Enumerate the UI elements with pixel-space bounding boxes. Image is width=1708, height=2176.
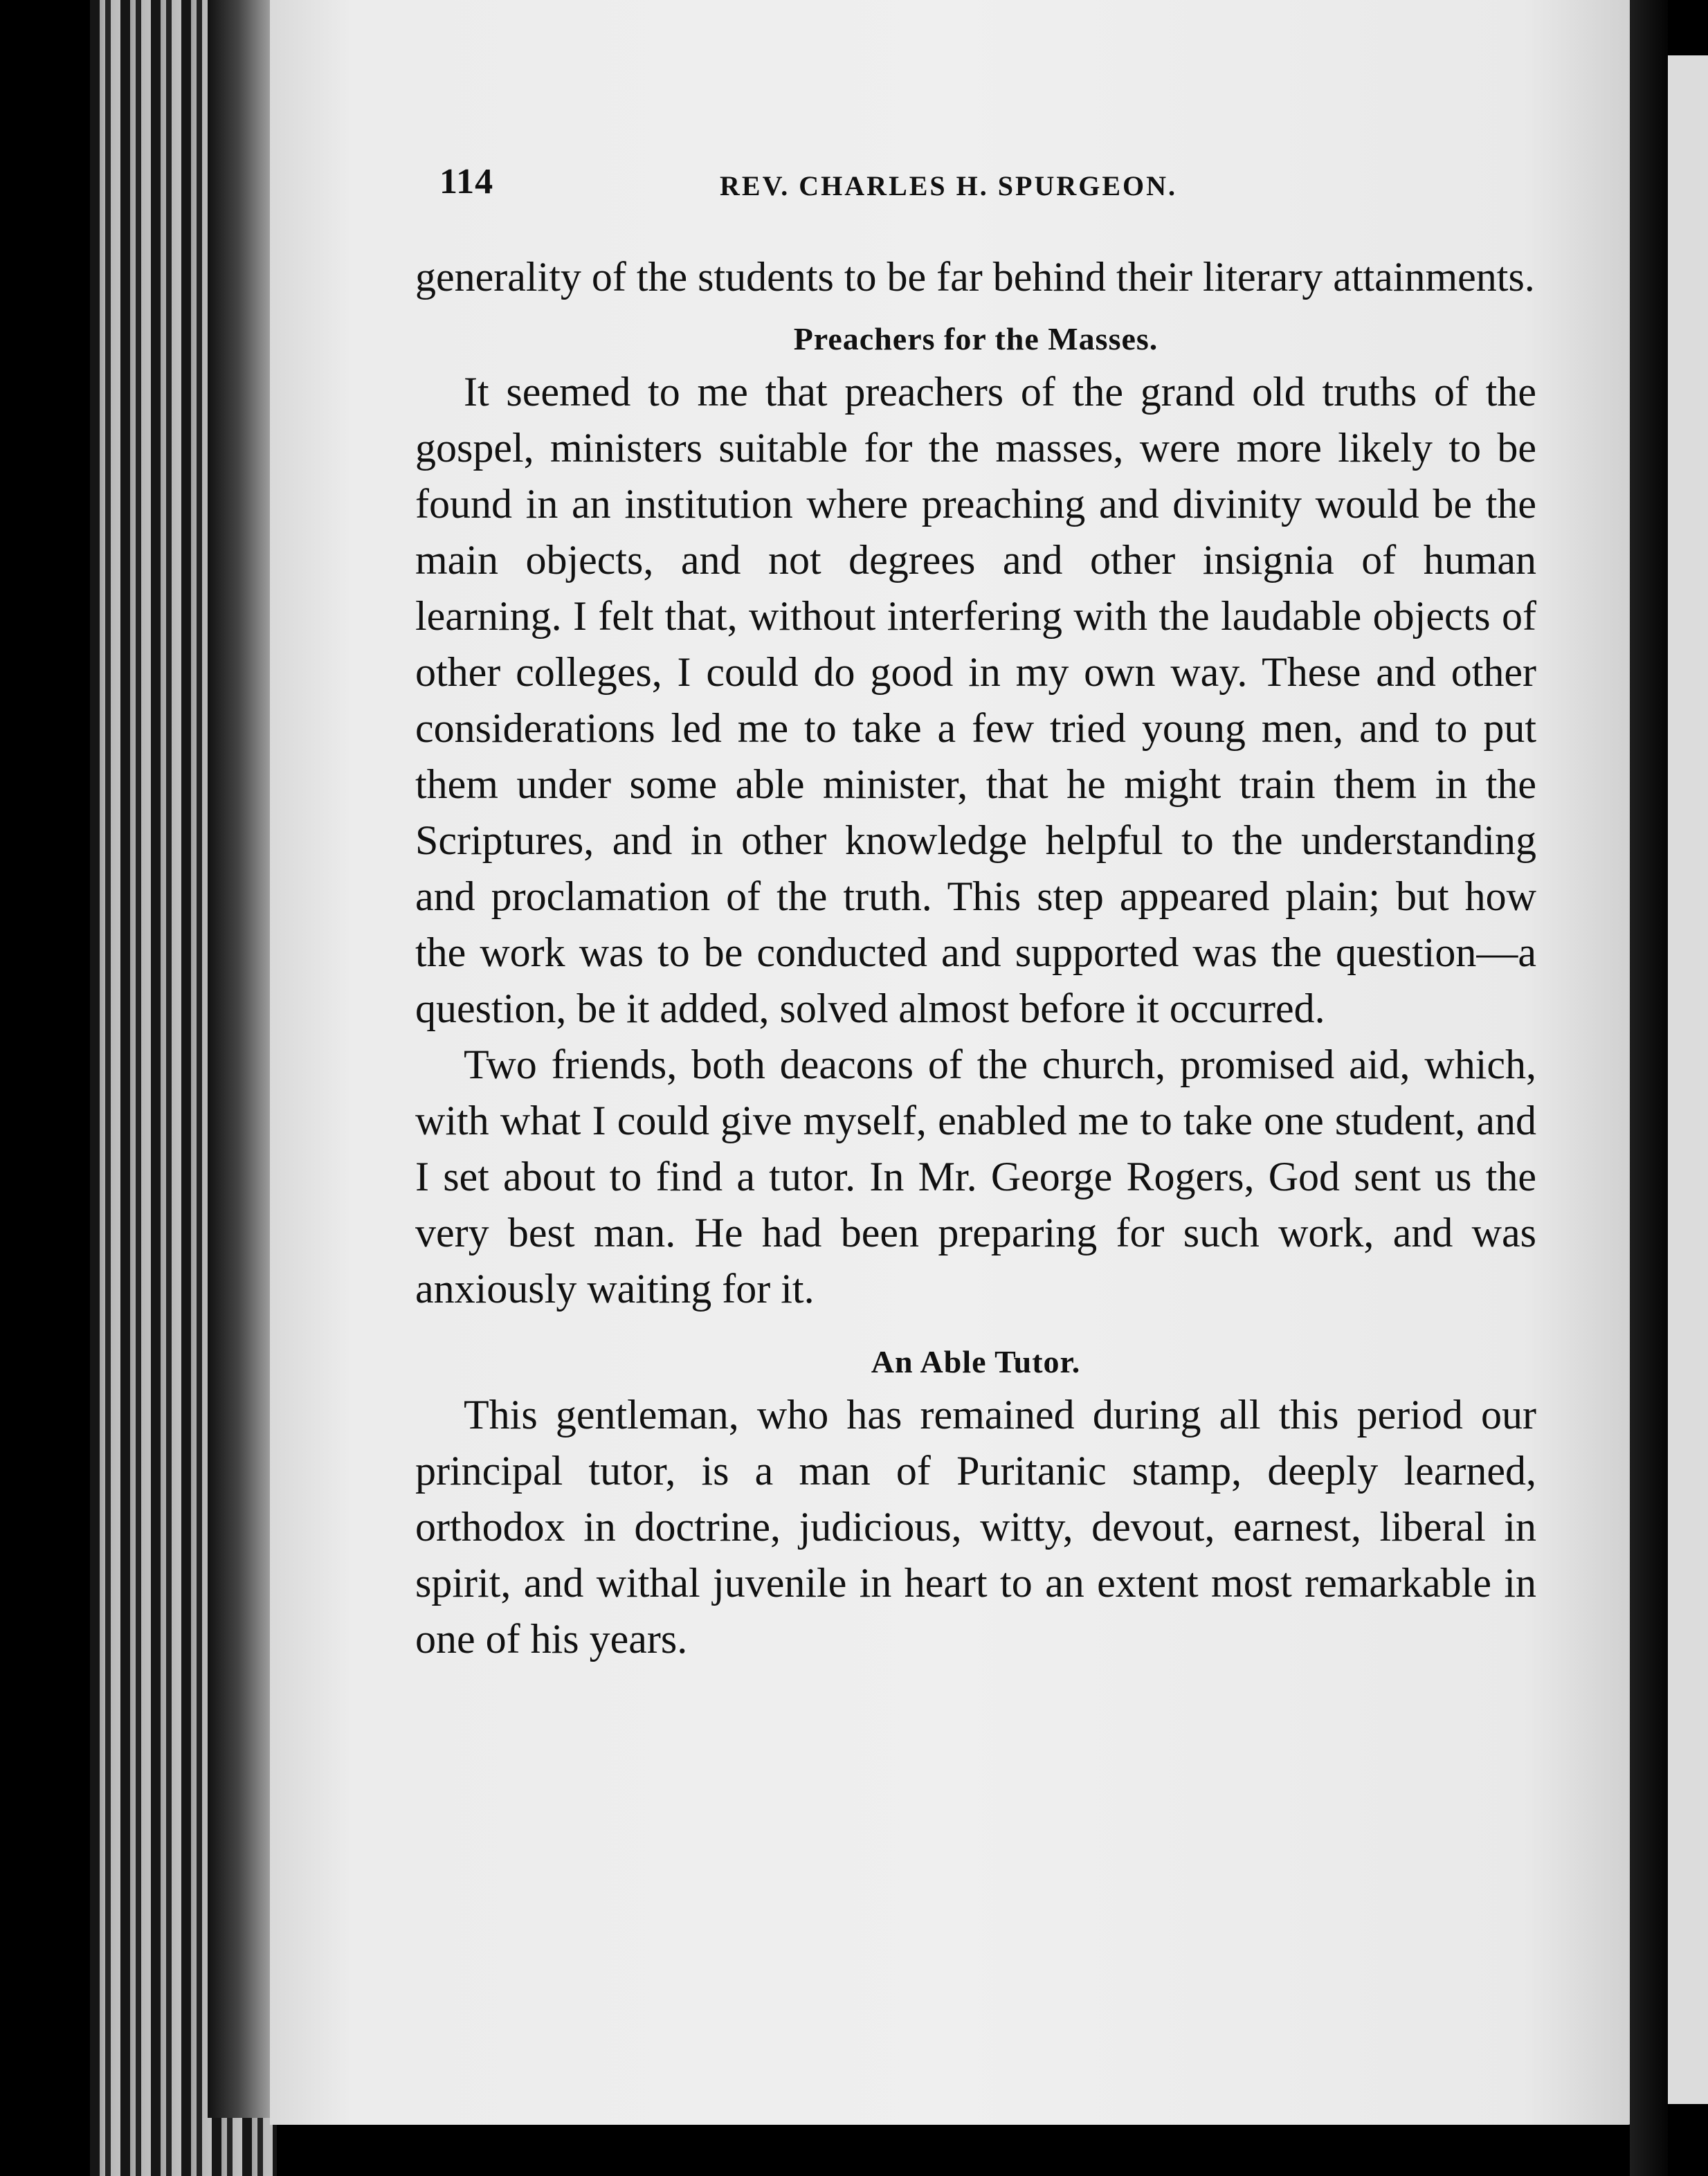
running-head (415, 149, 1536, 218)
page-number: 114 (439, 162, 494, 201)
section-heading-preachers: Preachers for the Masses. (793, 321, 1159, 356)
running-title: REV. CHARLES H. SPURGEON. (720, 170, 1178, 201)
opening-paragraph: generality of the students to be far behind their literary attainments. (415, 254, 1535, 300)
right-page-edge (1630, 0, 1668, 2176)
paragraph-tutor: This gentleman, who has remained during all this period our principal tutor, is a man of Puritanic stamp, deeply learned, orthodox in doctrine, judicious, witty, devout, earnest, liberal in spirit, and withal juvenile in heart to an extent most remarkable in one of his years. (415, 1392, 1536, 1662)
section-heading-tutor: An Able Tutor. (871, 1344, 1081, 1379)
facing-page-sliver (1668, 55, 1708, 2104)
paragraph-two-friends: Two friends, both deacons of the church, promised aid, which, with what I could give myself, enabled me to take one student, and I set about to find a tutor. In Mr. George Rogers, God sent us the very best man. He had been preparing for such work, and was anxiously waiting for it. (415, 1042, 1536, 1312)
page-content (415, 149, 1536, 1667)
paragraph-preachers: It seemed to me that preachers of the grand old truths of the gospel, ministers suitable for the masses, were more likely to be found in an institution where preaching and divinity would be the main objects, and not degrees and other insignia of human learning. I felt that, without interfering with the laudable objects of other colleges, I could do good in my own way. These and other considerations led me to take a few tried young men, and to put them under some able minister, that he might train them in the Scriptures, and in other knowledge helpful to the understanding and proclamation of the truth. This step appeared plain; but how the work was to be conducted and supported was the question—a question, be it added, solved almost before it occurred. (415, 369, 1536, 1031)
